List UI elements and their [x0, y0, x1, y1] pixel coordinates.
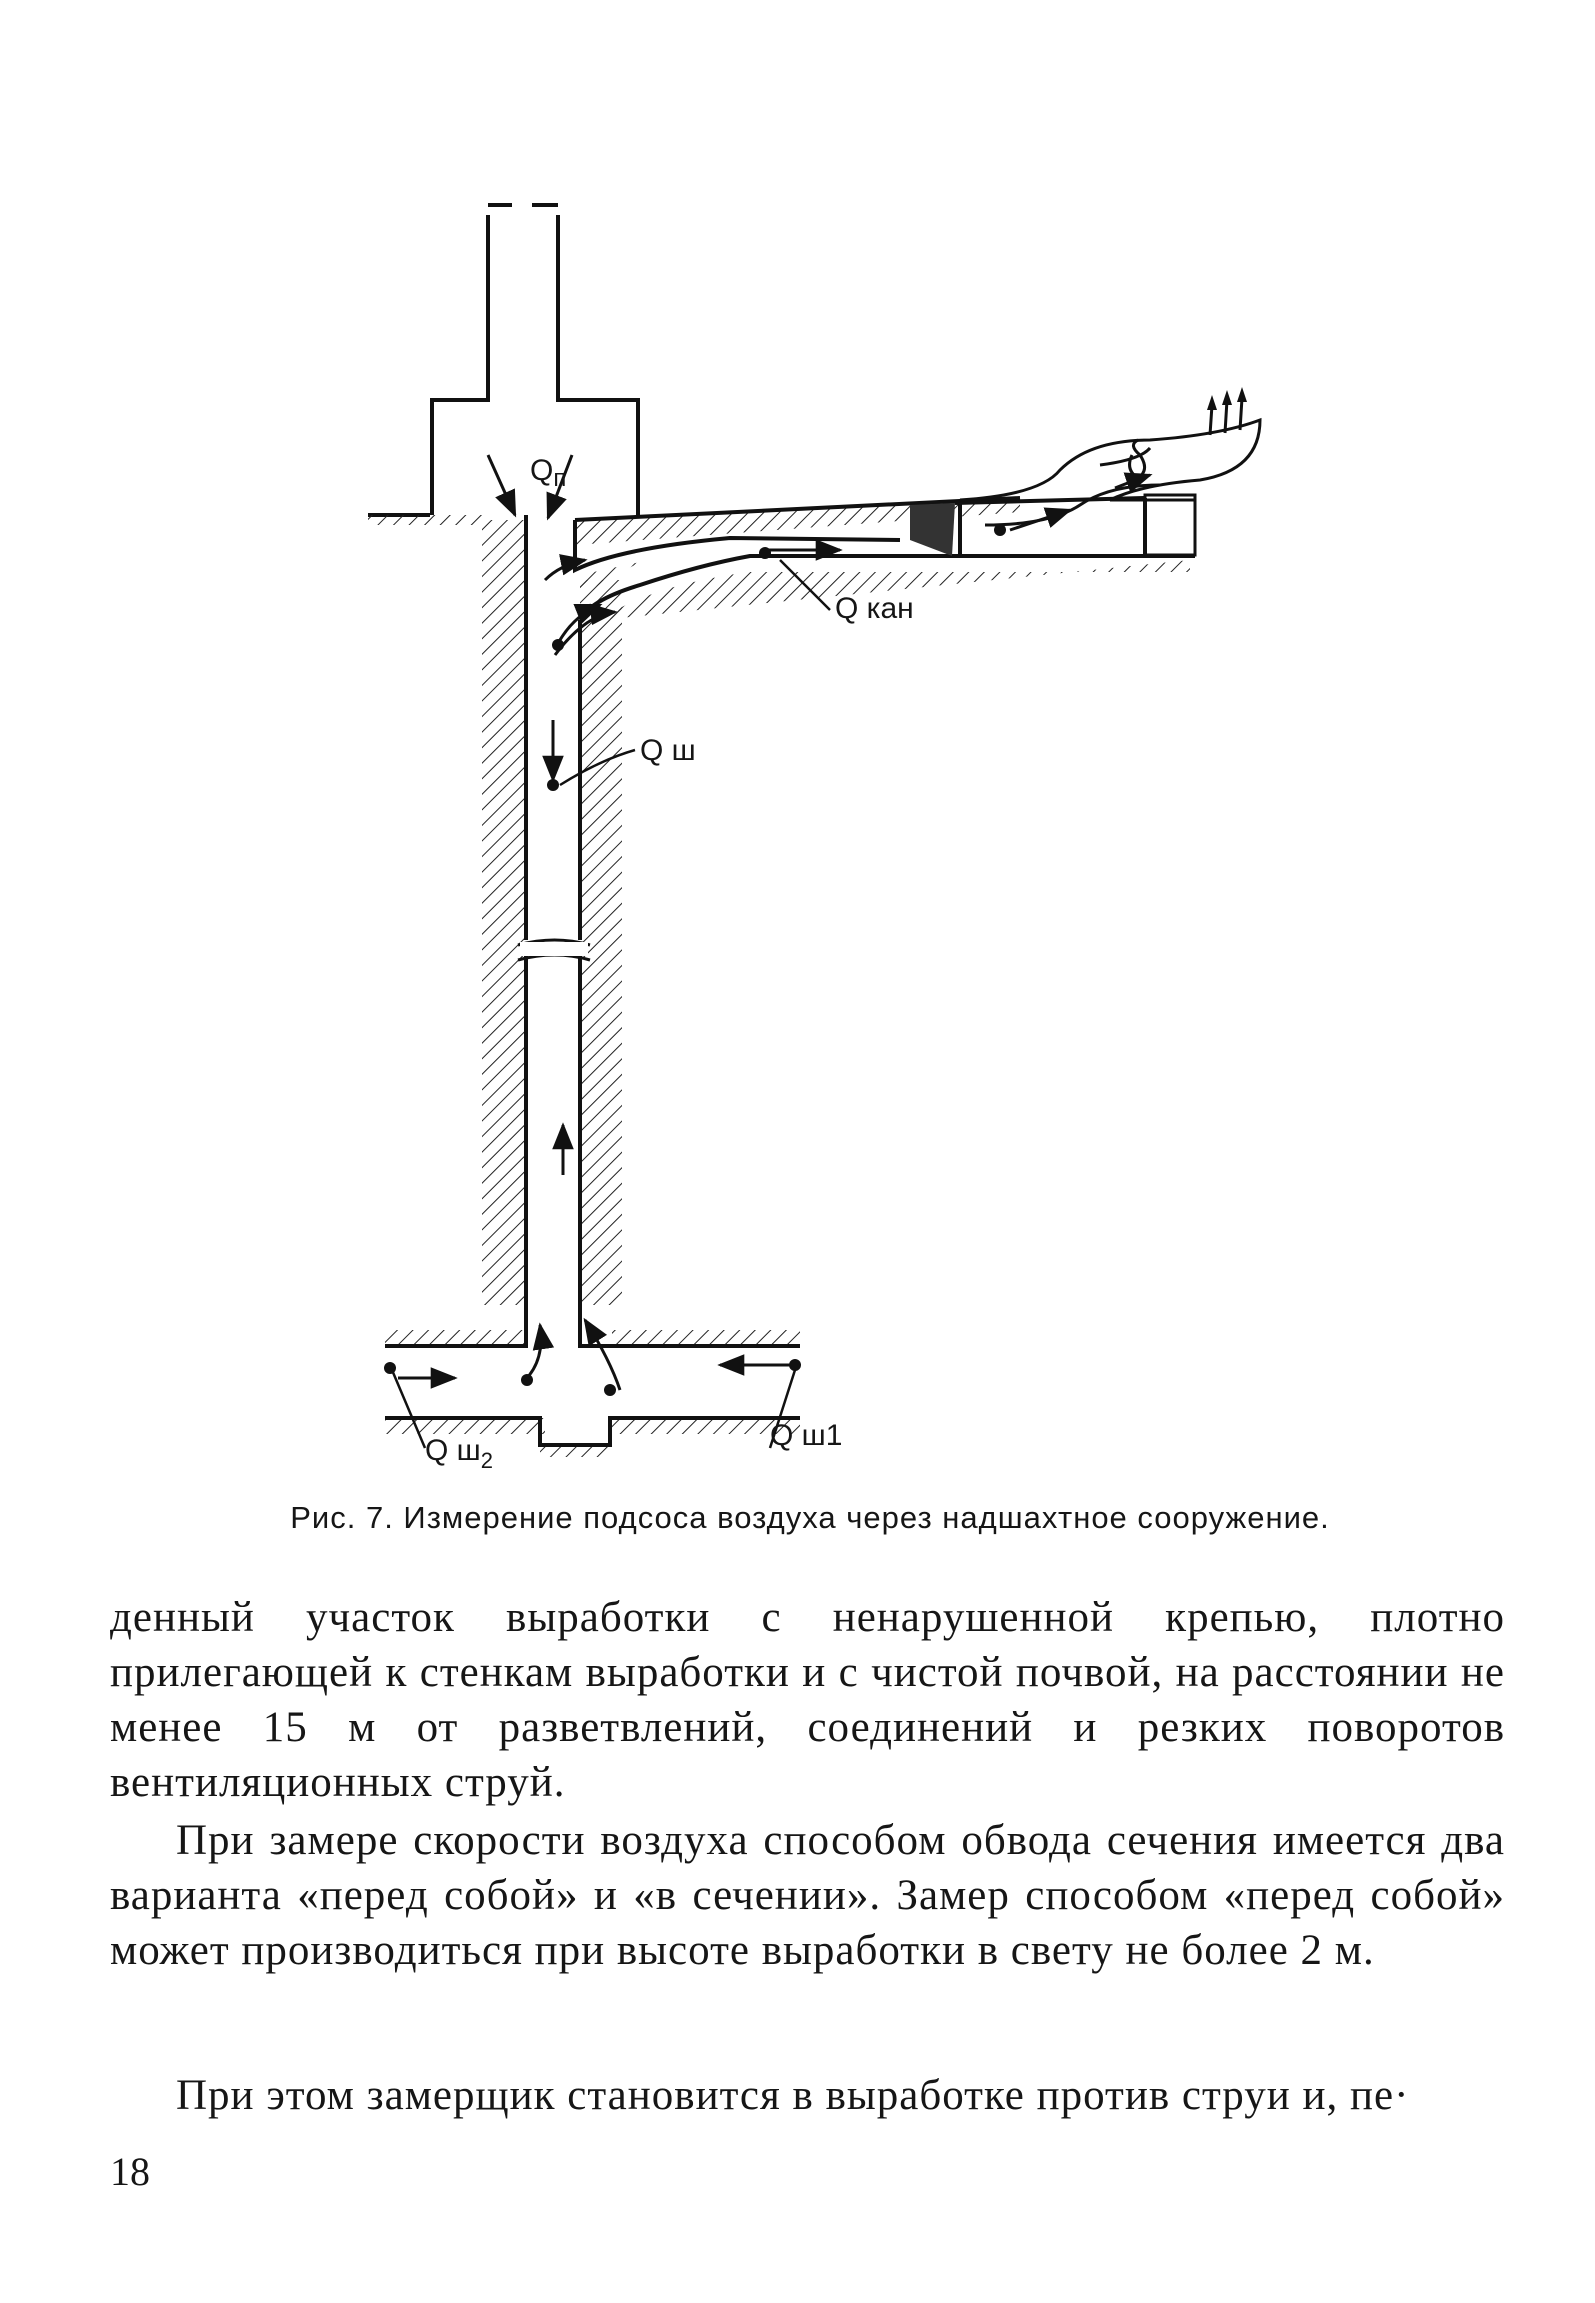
- paragraph-1: денный участок выработки с ненарушенной крепью, плотно прилегающей к стенкам выработки и с чистой почвой, на расстоянии не менее 15 м от разветвлений, соединений и резких поворотов вентиляционных струй.: [110, 1594, 1505, 1806]
- shaft: [482, 515, 622, 1310]
- ground-surface: [368, 515, 483, 525]
- label-qsh: Q ш: [640, 734, 696, 767]
- label-qsh1: Q ш1: [770, 1419, 843, 1452]
- paragraph-3: При этом замерщик становится в выработке против струи и, пе·: [176, 2072, 1410, 2119]
- figure-caption: Рис. 7. Измерение подсоса воздуха через надшахтное сооружение.: [290, 1500, 1330, 1535]
- label-qp: $Q_п$: [530, 454, 567, 492]
- paragraph-2: При замере скорости воздуха способом обвода сечения имеется два варианта «перед собой» и «в сечении». Замер способом «перед собой» может производиться при высоте выработки в свету не более 2 м.: [110, 1817, 1505, 1974]
- measurement-points: [384, 524, 1006, 1396]
- label-qkan: Q кан: [835, 592, 914, 625]
- label-qsh2: Q $ш_2$: [425, 1434, 493, 1473]
- page-number: 18: [110, 2149, 150, 2194]
